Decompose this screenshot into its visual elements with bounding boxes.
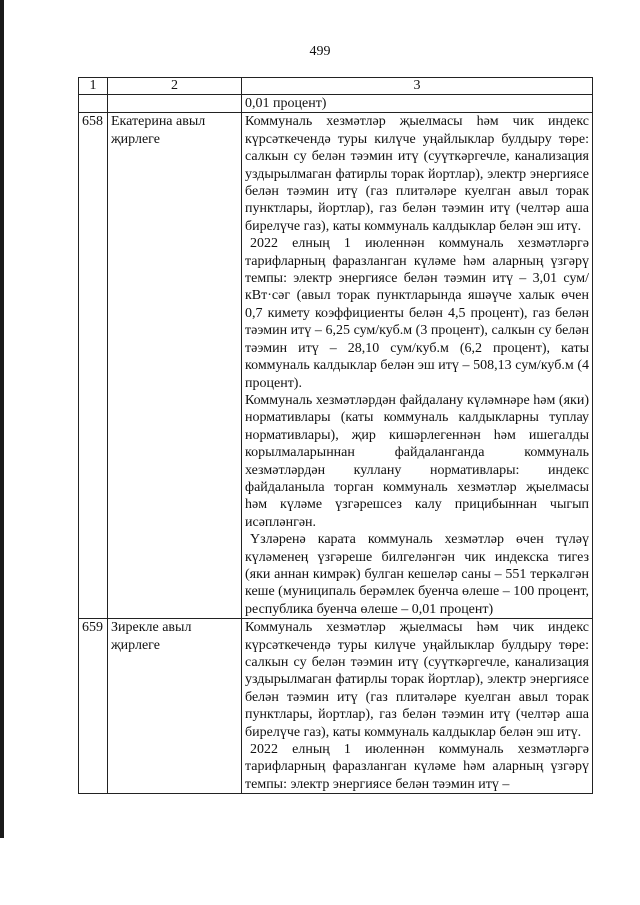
description-cell [242, 619, 593, 794]
column-header-3: 3 [242, 78, 593, 95]
paragraph: 2022 елның 1 июленнән коммуналь хезмәтләргә тарифларның фаразланган күләме һәм аларның үзгәрү темпы: электр энергиясе белән тәэмин итү – [245, 742, 589, 792]
description-cell [242, 113, 593, 619]
paragraph: Коммуналь хезмәтләр җыелмасы һәм чик индекс күрсәткечендә туры килүче уңайлыклар булдыру төре: салкын су белән тәэмин итү (суүткәргечле, канализация уздырылмаган фатирлы торак йортлар), электр энергиясе белән тәэмин итү (газ плитәләре куелган авыл торак пунктлары, йортлар), газ белән тәэмин итү (челтәр аша бирелүче газ), каты коммуналь калдыклар белән эш итү. [245, 620, 589, 740]
scan-edge-mark [0, 0, 4, 838]
document-table [78, 77, 593, 794]
column-header-2: 2 [108, 78, 242, 95]
row-number: 659 [79, 619, 108, 794]
table-row-659 [79, 619, 593, 794]
paragraph: 2022 елның 1 июленнән коммуналь хезмәтләргә тарифларның фаразланган күләме һәм аларның үзгәрү темпы: электр энергиясе белән тәэмин итү – 3,01 сум/кВт·сәг (авыл торак пунктларында яшәүче халык өчен 0,7 кимету коэффициенты белән 4,5 процент), газ белән тәэмин итү – 6,25 сум/куб.м (3 процент), салкын су белән тәэмин итү – 28,10 сум/куб.м (6,2 процент), каты коммуналь калдыклар белән эш итү – 508,13 сум/куб.м (4 процент). [245, 236, 589, 391]
paragraph: Коммуналь хезмәтләрдән файдалану күләмнәре һәм (яки) нормативлары (каты коммуналь калдыкларны туплау нормативлары), җир кишәрлегеннән һәм ишегалды корылмаларыннан файдаланганда коммуналь хезмәтләрдән куллану нормативлары: индекс файдаланыла торган коммуналь хезмәтләр җыелмасы һәм күләме үзгәрешсез калу прицибыннан чыгып исәпләнгән. [245, 392, 589, 530]
continued-text: 0,01 процент) [245, 96, 327, 111]
continued-cell [242, 95, 593, 113]
paragraph: Коммуналь хезмәтләр җыелмасы һәм чик индекс күрсәткечендә туры килүче уңайлыклар булдыру төре: салкын су белән тәэмин итү (суүткәргечле, канализация уздырылмаган фатирлы торак йортлар), электр энергиясе белән тәэмин итү (газ плитәләре куелган авыл торак пунктлары, йортлар), газ белән тәэмин итү (челтәр аша бирелүче газ), каты коммуналь калдыклар белән эш итү. [245, 114, 589, 234]
table-row-658 [79, 113, 593, 619]
column-header-1: 1 [79, 78, 108, 95]
settlement-name: Зирекле авыл җирлеге [108, 619, 242, 794]
paragraph: Үзләренә карата коммуналь хезмәтләр өчен түләү күләменең үзгәреше билгеләнгән чик индекска тигез (яки аннан кимрәк) булган кешеләр саны – 551 теркәлгән кеше (муниципаль берәмлек буенча өлеше – 100 процент, республика буенча өлеше – 0,01 процент) [245, 532, 589, 617]
row-number: 658 [79, 113, 108, 619]
settlement-name: Екатерина авыл җирлеге [108, 113, 242, 619]
table-header-row [79, 78, 593, 95]
page-number: 499 [309, 44, 331, 59]
table-row-continued [79, 95, 593, 113]
